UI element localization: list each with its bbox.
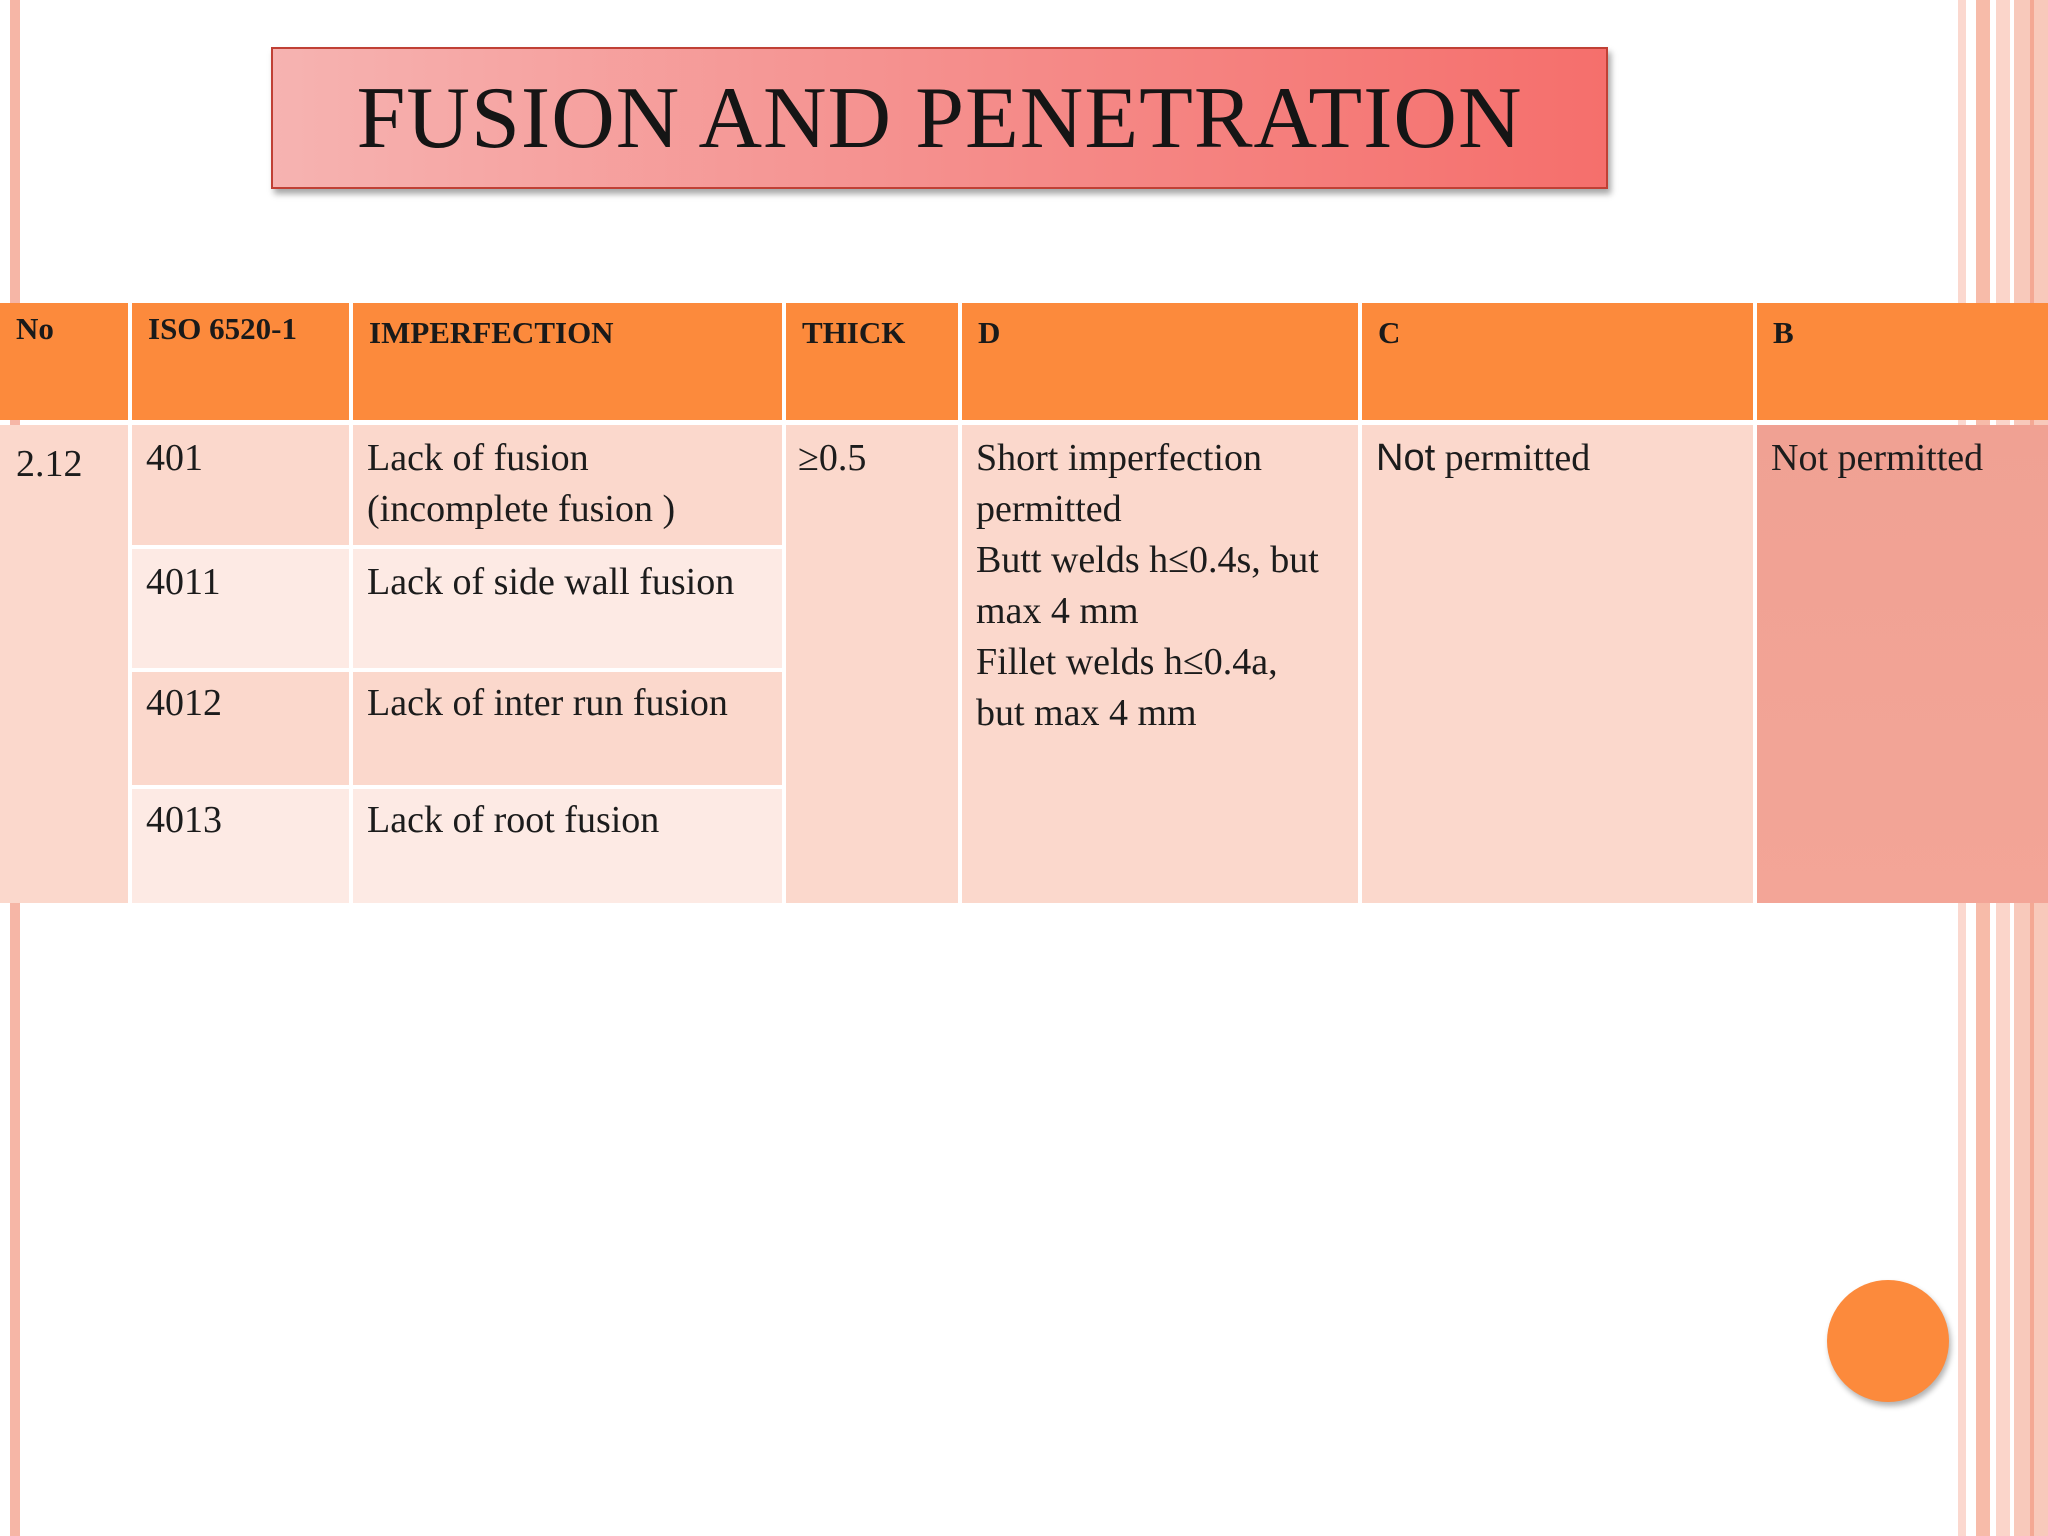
- cell-no: [0, 425, 128, 903]
- thick-value: ≥0.5: [798, 437, 867, 479]
- imperfection-table: [0, 303, 2048, 903]
- orange-circle-decoration: [1827, 1280, 1949, 1402]
- cell-thick: [786, 425, 958, 903]
- no-value: 2.12: [16, 443, 83, 485]
- header-imperfection: IMPERFECTION: [353, 303, 782, 420]
- header-thick: THICK: [786, 303, 958, 420]
- slide-title: FUSION AND PENETRATION: [356, 69, 1523, 167]
- iso-code: 4013: [146, 799, 222, 841]
- imperfection-text: Lack of root fusion: [367, 799, 660, 841]
- imperfection-text: Lack of fusion: [367, 437, 589, 479]
- imperfection-text: (incomplete fusion ): [367, 488, 676, 530]
- header-no: No: [0, 303, 128, 420]
- cell-b: [1757, 425, 2048, 903]
- cell-iso-4013: [132, 789, 349, 903]
- cell-iso-401: [132, 425, 349, 545]
- d-text-line: max 4 mm: [976, 590, 1139, 632]
- cell-c: [1362, 425, 1753, 903]
- cell-imperfection-4012: [353, 672, 782, 785]
- d-text-line: permitted: [976, 488, 1122, 530]
- header-d: D: [962, 303, 1358, 420]
- title-box: [271, 47, 1608, 189]
- d-text-line: Butt welds h≤0.4s, but: [976, 539, 1319, 581]
- header-iso: ISO 6520-1: [132, 303, 349, 420]
- imperfection-text: Lack of side wall fusion: [367, 561, 735, 603]
- iso-code: 4012: [146, 682, 222, 724]
- imperfection-text: Lack of inter run fusion: [367, 682, 728, 724]
- c-value-prefix: Not: [1376, 437, 1436, 479]
- d-text-line: Short imperfection: [976, 437, 1262, 479]
- header-b: B: [1757, 303, 2048, 420]
- d-text-line: Fillet welds h≤0.4a,: [976, 641, 1278, 683]
- header-c: C: [1362, 303, 1753, 420]
- cell-d: [962, 425, 1358, 903]
- cell-iso-4012: [132, 672, 349, 785]
- iso-code: 401: [146, 437, 203, 479]
- cell-iso-4011: [132, 549, 349, 668]
- cell-imperfection-4011: [353, 549, 782, 668]
- cell-imperfection-4013: [353, 789, 782, 903]
- c-value-suffix: permitted: [1435, 437, 1591, 479]
- cell-imperfection-401: [353, 425, 782, 545]
- d-text-line: but max 4 mm: [976, 692, 1197, 734]
- iso-code: 4011: [146, 561, 221, 603]
- b-value: Not permitted: [1771, 437, 1984, 479]
